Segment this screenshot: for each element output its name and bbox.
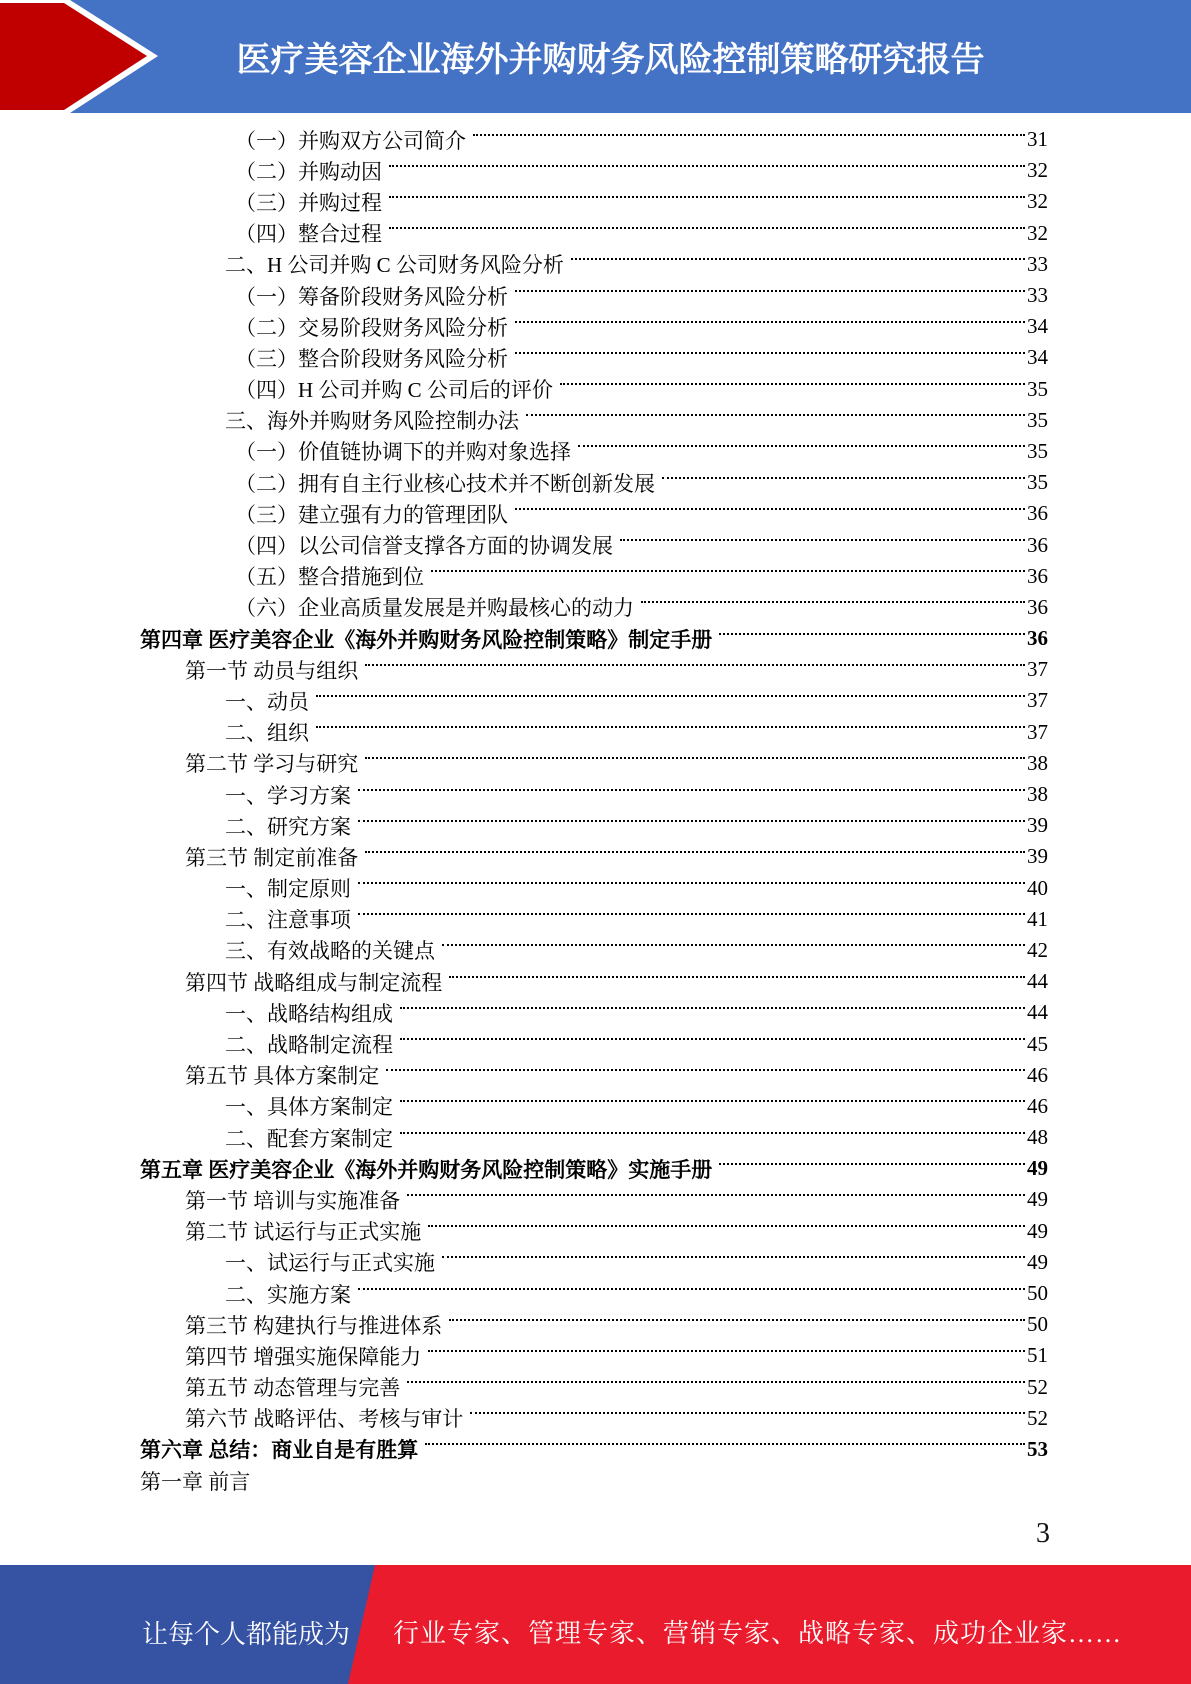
toc-entry [140,966,1048,997]
report-title: 医疗美容企业海外并购财务风险控制策略研究报告 [236,41,985,79]
toc-entry-label: 一、试运行与正式实施 [225,1251,435,1276]
toc-entry-page-number: 53 [1027,1436,1048,1461]
toc-entry [140,155,1048,186]
toc-entry-page-number: 46 [1027,1062,1048,1087]
toc-entry-label: 第六章 总结：商业自是有胜算 [140,1438,419,1463]
toc-entry-label: 一、动员 [225,689,309,714]
toc-entry [140,405,1048,436]
toc-entry-page-number: 38 [1027,750,1048,775]
toc-entry-label: 第四节 增强实施保障能力 [185,1344,422,1369]
toc-entry-label: （二）并购动因 [235,159,382,184]
toc-entry-page-number: 36 [1027,501,1048,526]
toc-entry [140,748,1048,779]
toc-entry-page-number: 49 [1027,1249,1048,1274]
toc-entry-label: 三、海外并购财务风险控制办法 [225,409,519,434]
toc-entry-label: 第三节 制定前准备 [185,845,359,870]
toc-entry-page-number: 48 [1027,1125,1048,1150]
toc-entry-label: （四）整合过程 [235,222,382,247]
toc-entry-label: （一）并购双方公司简介 [235,128,466,153]
toc-entry [140,561,1048,592]
toc-entry-page-number: 37 [1027,719,1048,744]
toc-entry-label: （三）建立强有力的管理团队 [235,502,508,527]
toc-entry [140,1184,1048,1215]
toc-entry-label: 第二节 学习与研究 [185,752,359,777]
toc-entry [140,1465,1048,1496]
page-number: 3 [1036,1518,1050,1549]
toc-entry-label: （四）H 公司并购 C 公司后的评价 [235,378,553,403]
toc-entry-page-number: 51 [1027,1343,1048,1368]
toc-entry [140,1434,1048,1465]
toc-entry [140,311,1048,342]
toc-entry-label: 一、具体方案制定 [225,1095,393,1120]
toc-entry [140,654,1048,685]
toc-entry [140,1153,1048,1184]
toc-entry-label: 一、学习方案 [225,783,351,808]
toc-entry-label: 第五节 动态管理与完善 [185,1376,401,1401]
toc-entry [140,623,1048,654]
footer-banner [0,1565,1191,1684]
toc-entry [140,1340,1048,1371]
toc-entry-label: 第四节 战略组成与制定流程 [185,970,443,995]
toc-entry-label: （三）整合阶段财务风险分析 [235,346,508,371]
toc-entry-page-number: 32 [1027,189,1048,214]
toc-entry [140,1309,1048,1340]
toc-entry-label: 二、H 公司并购 C 公司财务风险分析 [225,253,564,278]
toc-entry-label: （二）拥有自主行业核心技术并不断创新发展 [235,471,655,496]
toc-entry-label: 三、有效战略的关键点 [225,939,435,964]
toc-entry-label: 二、实施方案 [225,1282,351,1307]
toc-entry-page-number: 37 [1027,657,1048,682]
toc-entry-page-number: 44 [1027,1000,1048,1025]
toc-entry [140,841,1048,872]
toc-entry-page-number: 31 [1027,127,1048,152]
toc-entry-page-number: 50 [1027,1312,1048,1337]
toc-entry-page-number: 36 [1027,532,1048,557]
toc-entry [140,342,1048,373]
toc-entry-label: 第一节 动员与组织 [185,658,359,683]
toc-entry [140,873,1048,904]
toc-entry-page-number: 49 [1027,1187,1048,1212]
toc-entry-page-number: 34 [1027,314,1048,339]
toc-entry [140,1216,1048,1247]
toc-entry-label: 一、战略结构组成 [225,1001,393,1026]
toc-entry [140,436,1048,467]
toc-entry [140,124,1048,155]
toc-entry [140,904,1048,935]
toc-entry-label: （四）以公司信誉支撑各方面的协调发展 [235,534,613,559]
toc-entry [140,280,1048,311]
toc-entry [140,1403,1048,1434]
toc-entry [140,685,1048,716]
toc-entry [140,186,1048,217]
toc-entry-label: （一）价值链协调下的并购对象选择 [235,440,571,465]
toc-entry-page-number: 52 [1027,1405,1048,1430]
toc-entry-page-number: 45 [1027,1031,1048,1056]
toc-entry-page-number: 37 [1027,688,1048,713]
toc-entry [140,529,1048,560]
toc-entry [140,218,1048,249]
toc-entry [140,779,1048,810]
toc-entry-page-number: 49 [1027,1218,1048,1243]
toc-entry-label: 二、组织 [225,721,309,746]
toc-entry [140,1028,1048,1059]
toc-entry [140,935,1048,966]
toc-entry-page-number: 38 [1027,782,1048,807]
toc-entry-label: 二、研究方案 [225,814,351,839]
toc-entry-page-number: 35 [1027,438,1048,463]
toc-entry [140,1247,1048,1278]
toc-entry [140,1091,1048,1122]
toc-entry-page-number: 42 [1027,937,1048,962]
toc-entry [140,1060,1048,1091]
toc-entry-label: 第一章 前言 [140,1469,251,1494]
toc-entry [140,498,1048,529]
toc-entry-page-number: 49 [1027,1156,1048,1181]
toc-entry [140,1278,1048,1309]
toc-entry-page-number: 35 [1027,376,1048,401]
toc-entry-page-number: 35 [1027,470,1048,495]
toc-entry-label: （二）交易阶段财务风险分析 [235,315,508,340]
toc-entry-page-number: 52 [1027,1374,1048,1399]
toc-entry-page-number: 32 [1027,158,1048,183]
toc-entry [140,249,1048,280]
table-of-contents [140,124,1048,1496]
toc-entry-label: 一、制定原则 [225,877,351,902]
footer-slogan-left: 让每个人都能成为 [142,1620,351,1649]
toc-entry-page-number: 41 [1027,906,1048,931]
toc-entry-page-number: 33 [1027,283,1048,308]
toc-entry [140,997,1048,1028]
toc-entry-page-number: 44 [1027,969,1048,994]
header-banner [0,0,1191,113]
toc-entry-label: 第四章 医疗美容企业《海外并购财务风险控制策略》制定手册 [140,627,713,652]
toc-entry-label: 第五节 具体方案制定 [185,1064,380,1089]
toc-entry-label: （三）并购过程 [235,190,382,215]
toc-entry-label: 第一节 培训与实施准备 [185,1188,401,1213]
toc-entry-label: 第六节 战略评估、考核与审计 [185,1407,464,1432]
toc-entry-page-number: 35 [1027,407,1048,432]
toc-entry-page-number: 32 [1027,220,1048,245]
toc-entry-label: 第三节 构建执行与推进体系 [185,1313,443,1338]
toc-entry-page-number: 36 [1027,594,1048,619]
toc-entry-label: （六）企业高质量发展是并购最核心的动力 [235,596,634,621]
footer-slogan-right: 行业专家、管理专家、营销专家、战略专家、成功企业家…… [393,1619,1123,1648]
toc-entry-page-number: 34 [1027,345,1048,370]
toc-entry-page-number: 33 [1027,251,1048,276]
toc-entry-label: （五）整合措施到位 [235,565,424,590]
toc-entry-page-number: 36 [1027,563,1048,588]
toc-entry-page-number: 39 [1027,844,1048,869]
toc-entry-page-number: 40 [1027,875,1048,900]
toc-entry-label: 二、战略制定流程 [225,1033,393,1058]
toc-entry-label: 第二节 试运行与正式实施 [185,1220,422,1245]
toc-entry-page-number: 46 [1027,1093,1048,1118]
toc-entry-page-number: 50 [1027,1281,1048,1306]
toc-entry [140,1372,1048,1403]
toc-entry [140,1122,1048,1153]
toc-entry-label: 二、注意事项 [225,908,351,933]
toc-entry [140,717,1048,748]
toc-entry-label: 二、配套方案制定 [225,1126,393,1151]
toc-entry-page-number: 39 [1027,813,1048,838]
toc-entry [140,810,1048,841]
toc-entry-label: （一）筹备阶段财务风险分析 [235,284,508,309]
toc-entry [140,592,1048,623]
toc-entry-label: 第五章 医疗美容企业《海外并购财务风险控制策略》实施手册 [140,1157,713,1182]
toc-entry [140,467,1048,498]
toc-entry [140,374,1048,405]
toc-entry-page-number: 36 [1027,626,1048,651]
